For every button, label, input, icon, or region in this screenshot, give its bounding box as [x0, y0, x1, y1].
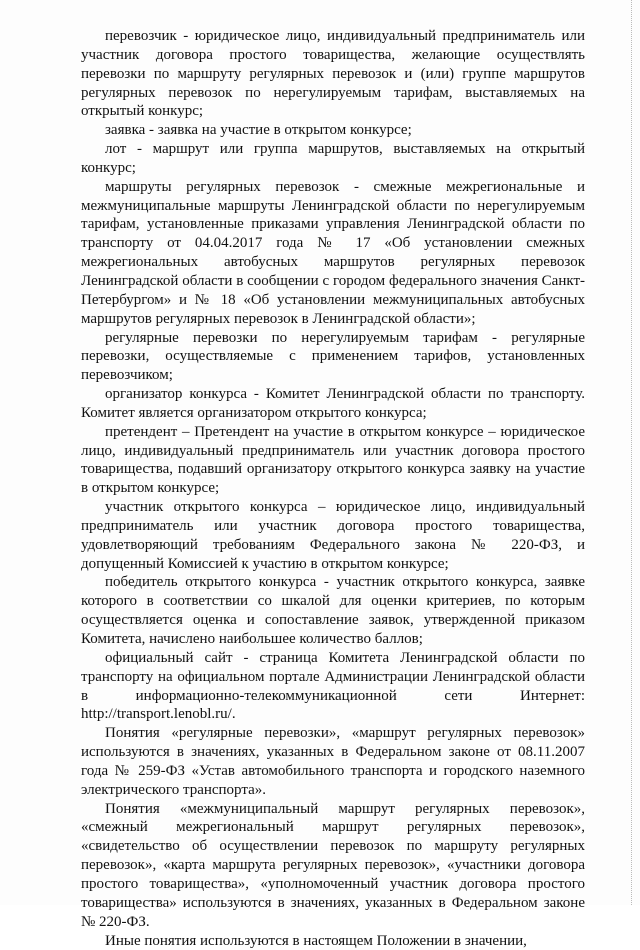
- page-edge: [631, 0, 632, 905]
- paragraph-regular-transport: регулярные перевозки по нерегулируемым тарифам - регулярные перевозки, осуществляемые с применением тарифов, установленных перевозчиком;: [81, 329, 585, 386]
- document-body: [81, 27, 585, 950]
- paragraph-winner: победитель открытого конкурса - участник открытого конкурса, заявке которого в соответствии со шкалой для оценки критериев, по которым осуществляется оценка и сопоставление заявок, утвержденной приказом Комитета, начислено наибольшее количество баллов;: [81, 573, 585, 648]
- paragraph-organizer: организатор конкурса - Комитет Ленинградской области по транспорту. Комитет является организатором открытого конкурса;: [81, 385, 585, 423]
- paragraph-concepts-259fz: Понятия «регулярные перевозки», «маршрут регулярных перевозок» используются в значениях, указанных в Федеральном законе от 08.11.2007 года № 259-ФЗ «Устав автомобильного транспорта и городского наземного электрического транспорта».: [81, 724, 585, 799]
- paragraph-lot: лот - маршрут или группа маршрутов, выставляемых на открытый конкурс;: [81, 140, 585, 178]
- paragraph-participant: участник открытого конкурса – юридическое лицо, индивидуальный предприниматель или участник договора простого товарищества, удовлетворяющий требованиям Федерального закона № 220-ФЗ, и допущенный Комиссией к участию в открытом конкурсе;: [81, 498, 585, 573]
- paragraph-other-concepts: Иные понятия используются в настоящем Положении в значении,: [81, 932, 585, 950]
- paragraph-official-site: официальный сайт - страница Комитета Ленинградской области по транспорту на официальном портале Администрации Ленинградской области в информационно-телекоммуникационной сети Интернет: http://transport.lenobl.ru/.: [81, 649, 585, 724]
- paragraph-application: заявка - заявка на участие в открытом конкурсе;: [81, 121, 585, 140]
- paragraph-applicant: претендент – Претендент на участие в открытом конкурсе – юридическое лицо, индивидуальный предприниматель или участник договора простого товарищества, подавший организатору открытого конкурса заявку на участие в открытом конкурсе;: [81, 423, 585, 498]
- paragraph-routes: маршруты регулярных перевозок - смежные межрегиональные и межмуниципальные маршруты Ленинградской области по нерегулируемым тарифам, установленные приказами управления Ленинградской области по транспорту от 04.04.2017 года № 17 «Об установлении смежных межрегиональных автобусных маршрутов регулярных перевозок Ленинградской области в сообщении с городом федерального значения Санкт-Петербургом» и № 18 «Об установлении межмуниципальных автобусных маршрутов регулярных перевозок в Ленинградской области»;: [81, 178, 585, 329]
- paragraph-concepts-220fz: Понятия «межмуниципальный маршрут регулярных перевозок», «смежный межрегиональный маршрут регулярных перевозок», «свидетельство об осуществлении перевозок по маршруту регулярных перевозок», «карта маршрута регулярных перевозок», «участники договора простого товарищества», «уполномоченный участник договора простого товарищества» используются в значениях, указанных в Федеральном законе № 220-ФЗ.: [81, 800, 585, 932]
- paragraph-carrier: перевозчик - юридическое лицо, индивидуальный предприниматель или участник договора простого товарищества, желающие осуществлять перевозки по маршруту регулярных перевозок и (или) группе маршрутов регулярных перевозок по нерегулируемым тарифам, выставляемых на открытый конкурс;: [81, 27, 585, 121]
